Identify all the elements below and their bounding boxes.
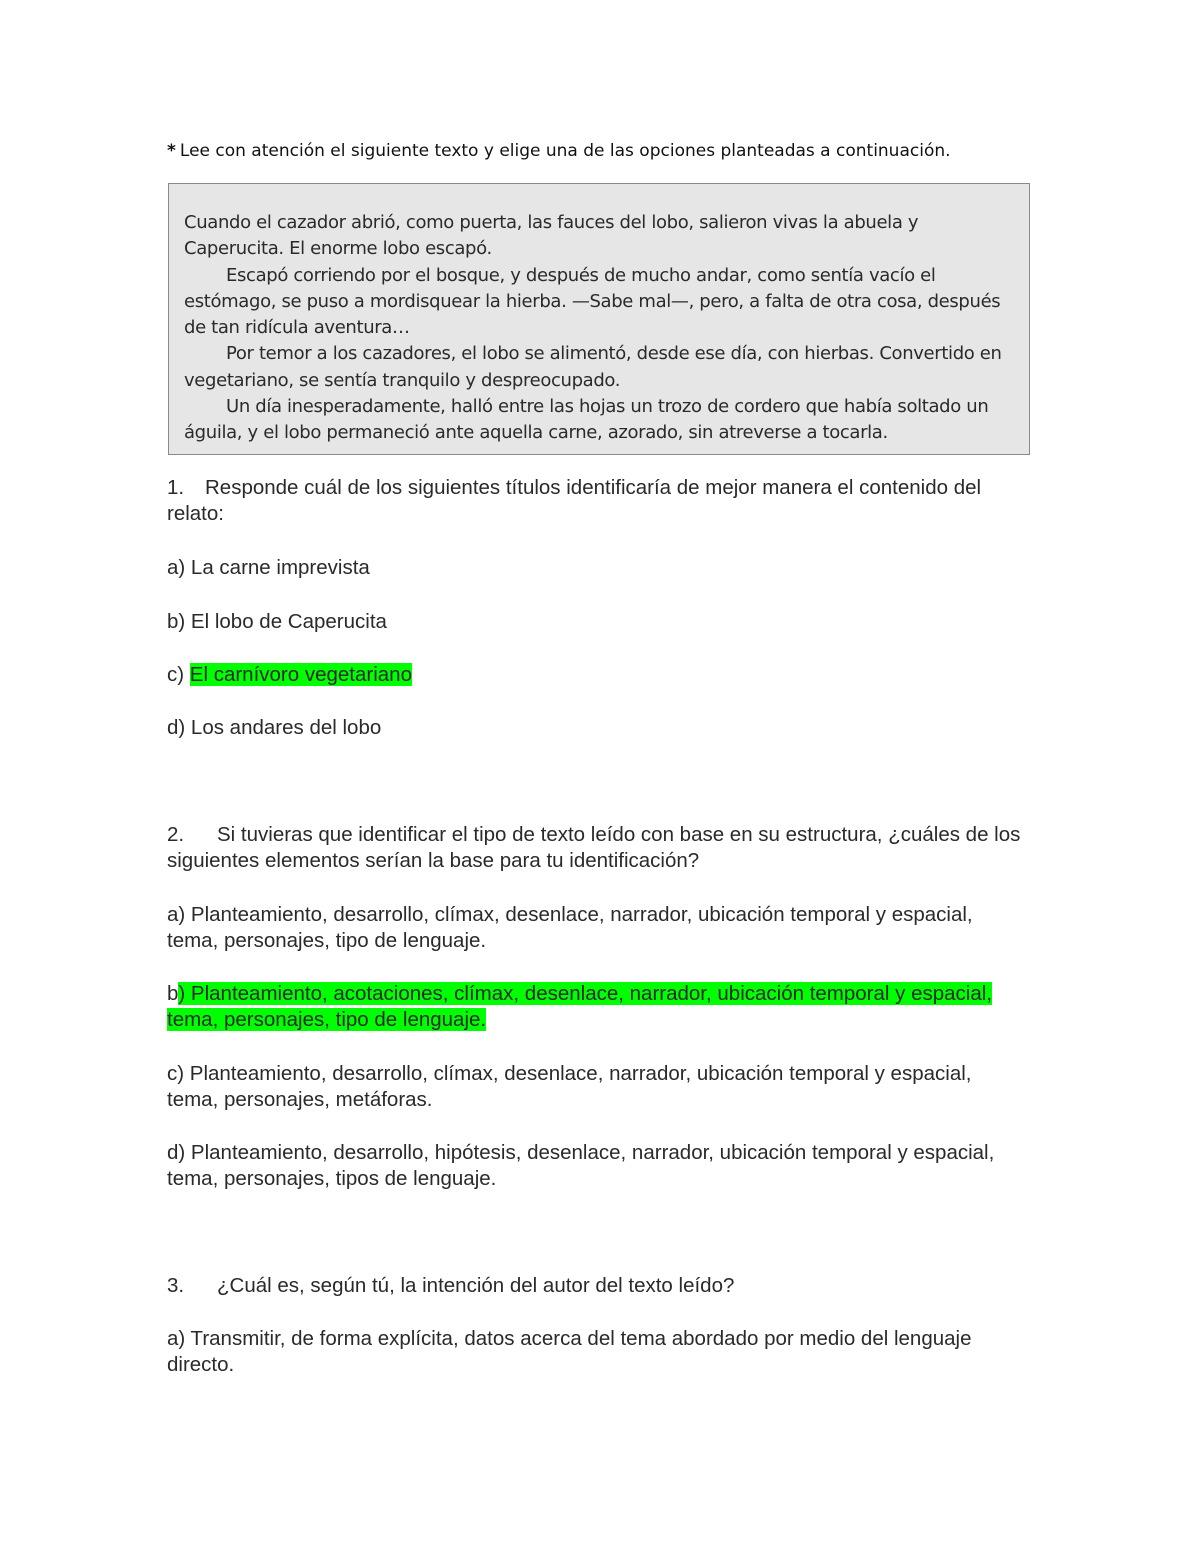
question-1-option-d: d) Los andares del lobo — [167, 716, 382, 739]
question-2-option-b-prefix: b — [167, 982, 179, 1005]
question-2-option-b-highlighted: ) Planteamiento, acotaciones, clímax, desenlace, narrador, ubicación temporal y espacial, tema, personajes, tipo de lenguaje. — [167, 982, 993, 1031]
instruction-line — [167, 141, 951, 161]
question-1-option-a: a) La carne imprevista — [167, 556, 370, 579]
instruction-text-start: Lee con atención el siguiente — [179, 141, 435, 161]
question-2-number: 2. — [167, 823, 185, 846]
reading-paragraph-3: Por temor a los cazadores, el lobo se alimentó, desde ese día, con hierbas. Convertido en vegetariano, se sentía tranquilo y despreocupado. — [184, 343, 1002, 391]
question-1-number: 1. — [167, 476, 185, 499]
question-3-text: ¿Cuál es, según tú, la intención del autor del texto leído? — [217, 1274, 735, 1297]
instruction-text-end: y elige una de las opciones planteadas a continuación. — [478, 141, 951, 161]
question-2-option-d: d) Planteamiento, desarrollo, hipótesis, desenlace, narrador, ubicación temporal y espacial, tema, personajes, tipos de lenguaje. — [167, 1141, 995, 1190]
question-1-option-b: b) El lobo de Caperucita — [167, 610, 387, 633]
question-1-option-c-highlighted: El carnívoro vegetariano — [189, 663, 412, 686]
reading-paragraph-2: Escapó corriendo por el bosque, y después de mucho andar, como sentía vacío el estómago, se puso a mordisquear la hierba. —Sabe mal—, pero, a falta de otra cosa, después de tan ridícula aventura… — [184, 264, 1001, 339]
question-2 — [167, 822, 1029, 874]
question-1-option-c-prefix: c) — [167, 663, 190, 686]
question-2-option-b — [167, 981, 997, 1033]
instruction-bold-word: texto — [434, 141, 479, 161]
reading-passage-box — [168, 183, 1030, 455]
question-3-option-a: a) Transmitir, de forma explícita, datos acerca del tema abordado por medio del lenguaje directo. — [167, 1327, 972, 1376]
question-2-text: Si tuvieras que identificar el tipo de texto leído con base en su estructura, ¿cuáles de los siguientes elementos serían la base para tu identificación? — [167, 823, 1021, 872]
question-1-option-c — [167, 662, 412, 688]
question-1 — [167, 475, 1029, 527]
question-3-number: 3. — [167, 1274, 185, 1297]
reading-paragraph-1: Cuando el cazador abrió, como puerta, las fauces del lobo, salieron vivas la abuela y Caperucita. El enorme lobo escapó. — [184, 212, 919, 260]
reading-paragraph-4: Un día inesperadamente, halló entre las hojas un trozo de cordero que había soltado un águila, y el lobo permaneció ante aquella carne, azorado, sin atreverse a tocarla. — [184, 396, 989, 444]
question-3 — [167, 1273, 1029, 1299]
bullet-mark: * — [167, 141, 176, 161]
question-2-option-a: a) Planteamiento, desarrollo, clímax, desenlace, narrador, ubicación temporal y espacial, tema, personajes, tipo de lenguaje. — [167, 903, 973, 952]
question-1-text: Responde cuál de los siguientes títulos identificaría de mejor manera el contenido del relato: — [167, 476, 982, 525]
question-2-option-c: c) Planteamiento, desarrollo, clímax, desenlace, narrador, ubicación temporal y espacial, tema, personajes, metáforas. — [167, 1062, 972, 1111]
